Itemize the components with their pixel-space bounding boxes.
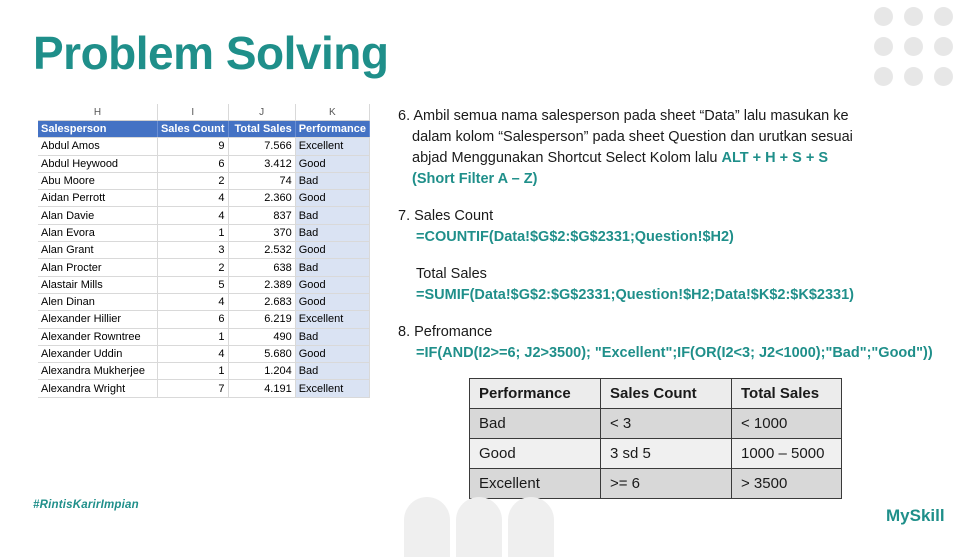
- cell-sales-count: 2: [157, 259, 228, 276]
- criteria-cell: < 1000: [732, 409, 842, 439]
- table-row: [38, 328, 370, 345]
- cell-sales-count: 9: [157, 138, 228, 155]
- criteria-header: Sales Count: [601, 379, 732, 409]
- cell-total-sales: 2.683: [228, 293, 295, 310]
- cell-sales-count: 3: [157, 242, 228, 259]
- cell-sales-count: 4: [157, 293, 228, 310]
- cell-salesperson: Aidan Perrott: [38, 190, 157, 207]
- cell-salesperson: Alan Procter: [38, 259, 157, 276]
- criteria-row: [470, 469, 842, 499]
- cell-total-sales: 6.219: [228, 311, 295, 328]
- criteria-cell: < 3: [601, 409, 732, 439]
- table-row: [38, 293, 370, 310]
- cell-performance: Good: [295, 190, 369, 207]
- sales-count-formula: =COUNTIF(Data!$G$2:$G$2331;Question!$H2): [416, 229, 734, 245]
- table-row: [38, 190, 370, 207]
- criteria-row: [470, 409, 842, 439]
- cell-performance: Bad: [295, 259, 369, 276]
- table-row: [38, 224, 370, 241]
- header-performance: Performance: [295, 121, 369, 138]
- table-row: [38, 242, 370, 259]
- total-sales-formula: =SUMIF(Data!$G$2:$G$2331;Question!$H2;Data!$K$2:$K$2331): [416, 287, 854, 303]
- cell-salesperson: Abdul Heywood: [38, 155, 157, 172]
- column-letter: H: [38, 104, 157, 121]
- cell-sales-count: 4: [157, 345, 228, 362]
- table-row: [38, 172, 370, 189]
- step7-heading: 7. Sales Count: [398, 208, 494, 224]
- step6-line1: 6. Ambil semua nama salesperson pada sheet “Data” lalu masukan ke: [398, 108, 849, 124]
- cell-sales-count: 1: [157, 328, 228, 345]
- cell-sales-count: 6: [157, 155, 228, 172]
- sort-note: (Short Filter A – Z): [412, 171, 538, 187]
- cell-total-sales: 2.360: [228, 190, 295, 207]
- cell-salesperson: Alexandra Mukherjee: [38, 363, 157, 380]
- cell-salesperson: Alan Davie: [38, 207, 157, 224]
- total-sales-heading: Total Sales: [416, 266, 487, 282]
- cell-salesperson: Alen Dinan: [38, 293, 157, 310]
- criteria-table: [469, 378, 842, 499]
- cell-total-sales: 638: [228, 259, 295, 276]
- page-title: Problem Solving: [33, 27, 389, 79]
- cell-total-sales: 4.191: [228, 380, 295, 397]
- cell-salesperson: Abu Moore: [38, 172, 157, 189]
- decorative-dot-grid: [874, 7, 954, 87]
- step6-line2: dalam kolom “Salesperson” pada sheet Question dan urutkan sesuai: [412, 129, 853, 145]
- cell-sales-count: 1: [157, 363, 228, 380]
- cell-total-sales: 2.389: [228, 276, 295, 293]
- cell-performance: Bad: [295, 328, 369, 345]
- instruction-steps: [398, 106, 933, 364]
- cell-total-sales: 837: [228, 207, 295, 224]
- footer-hashtag: #RintisKarirImpian: [33, 499, 139, 511]
- table-row: [38, 363, 370, 380]
- cell-performance: Good: [295, 293, 369, 310]
- cell-total-sales: 7.566: [228, 138, 295, 155]
- table-row: [38, 138, 370, 155]
- table-row: [38, 207, 370, 224]
- cell-sales-count: 1: [157, 224, 228, 241]
- cell-salesperson: Abdul Amos: [38, 138, 157, 155]
- cell-performance: Good: [295, 155, 369, 172]
- cell-performance: Bad: [295, 207, 369, 224]
- criteria-header: Performance: [470, 379, 601, 409]
- criteria-row: [470, 439, 842, 469]
- cell-salesperson: Alexandra Wright: [38, 380, 157, 397]
- performance-formula: =IF(AND(I2>=6; J2>3500); "Excellent";IF(OR(I2<3; J2<1000);"Bad";"Good")): [416, 345, 933, 361]
- cell-total-sales: 1.204: [228, 363, 295, 380]
- cell-performance: Excellent: [295, 311, 369, 328]
- header-sales-count: Sales Count: [157, 121, 228, 138]
- cell-sales-count: 2: [157, 172, 228, 189]
- criteria-cell: >= 6: [601, 469, 732, 499]
- criteria-cell: Excellent: [470, 469, 601, 499]
- cell-total-sales: 74: [228, 172, 295, 189]
- cell-performance: Good: [295, 276, 369, 293]
- cell-total-sales: 490: [228, 328, 295, 345]
- myskill-logo: MySkill: [886, 506, 945, 525]
- cell-salesperson: Alexander Rowntree: [38, 328, 157, 345]
- cell-performance: Bad: [295, 172, 369, 189]
- criteria-header: Total Sales: [732, 379, 842, 409]
- cell-salesperson: Alexander Hillier: [38, 311, 157, 328]
- table-row: [38, 276, 370, 293]
- shortcut-keys: ALT + H + S + S: [721, 150, 829, 166]
- header-salesperson: Salesperson: [38, 121, 157, 138]
- table-row: [38, 380, 370, 397]
- table-row: [38, 259, 370, 276]
- decorative-arches: [404, 497, 564, 540]
- cell-sales-count: 7: [157, 380, 228, 397]
- cell-salesperson: Alan Grant: [38, 242, 157, 259]
- cell-total-sales: 3.412: [228, 155, 295, 172]
- column-letter: I: [157, 104, 228, 121]
- table-row: [38, 345, 370, 362]
- table-row: [38, 155, 370, 172]
- cell-salesperson: Alastair Mills: [38, 276, 157, 293]
- cell-sales-count: 5: [157, 276, 228, 293]
- cell-performance: Good: [295, 242, 369, 259]
- table-header-row: [38, 121, 370, 138]
- cell-total-sales: 370: [228, 224, 295, 241]
- step6-line3: abjad Menggunakan Shortcut Select Kolom lalu: [412, 150, 722, 166]
- column-letter-row: [38, 104, 370, 121]
- header-total-sales: Total Sales: [228, 121, 295, 138]
- cell-total-sales: 5.680: [228, 345, 295, 362]
- cell-performance: Bad: [295, 224, 369, 241]
- cell-sales-count: 6: [157, 311, 228, 328]
- cell-performance: Good: [295, 345, 369, 362]
- column-letter: J: [228, 104, 295, 121]
- cell-total-sales: 2.532: [228, 242, 295, 259]
- cell-performance: Excellent: [295, 138, 369, 155]
- criteria-cell: 3 sd 5: [601, 439, 732, 469]
- criteria-cell: Good: [470, 439, 601, 469]
- spreadsheet-table: [38, 104, 370, 398]
- criteria-cell: 1000 – 5000: [732, 439, 842, 469]
- criteria-cell: > 3500: [732, 469, 842, 499]
- cell-salesperson: Alan Evora: [38, 224, 157, 241]
- cell-performance: Bad: [295, 363, 369, 380]
- table-row: [38, 311, 370, 328]
- cell-salesperson: Alexander Uddin: [38, 345, 157, 362]
- cell-sales-count: 4: [157, 190, 228, 207]
- cell-performance: Excellent: [295, 380, 369, 397]
- criteria-header-row: [470, 379, 842, 409]
- column-letter: K: [295, 104, 369, 121]
- step8-heading: 8. Pefromance: [398, 324, 493, 340]
- criteria-cell: Bad: [470, 409, 601, 439]
- cell-sales-count: 4: [157, 207, 228, 224]
